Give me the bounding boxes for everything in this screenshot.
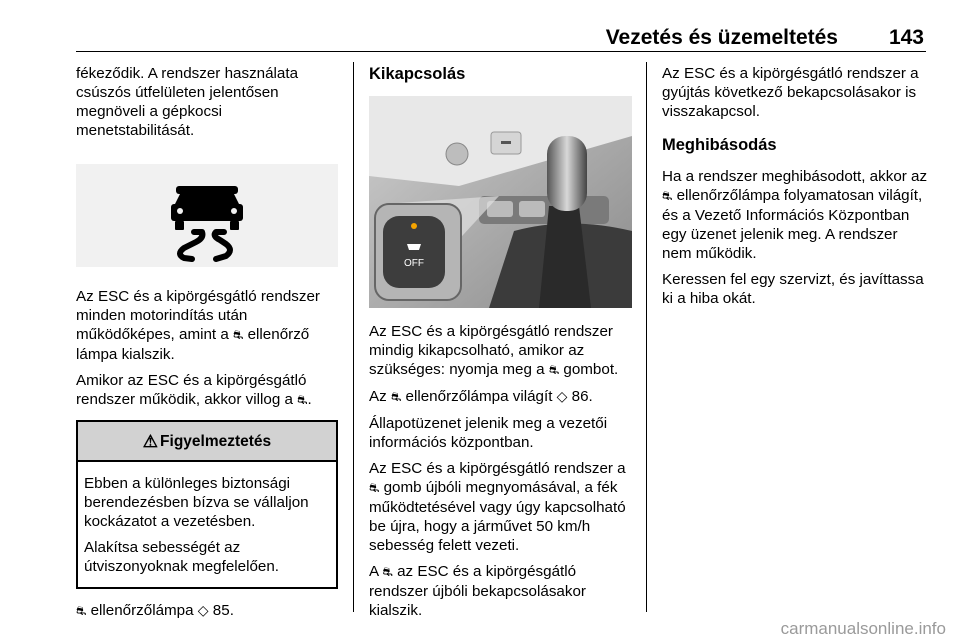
page-header xyxy=(76,24,926,50)
header-divider xyxy=(76,51,926,52)
paragraph: Állapotüzenet jelenik meg a vezetői információs központban. xyxy=(369,415,608,451)
paragraph: Az ESC és a kipörgésgátló rendszer a ⛐ gomb újbóli megnyomásával, a fék működtetésével vagy úgy kapcsolható be újra, hogy a járművet 50 km/h sebesség felett vezeti. xyxy=(369,460,626,554)
off-button-label: OFF xyxy=(404,258,424,269)
cross-reference: ⛐ ellenőrzőlámpa ◇ 85. xyxy=(76,602,234,619)
esc-lamp-icon: ⛐ xyxy=(297,393,308,407)
warning-header: ⚠ Figyelmeztetés xyxy=(78,422,336,462)
warning-triangle-icon: ⚠ xyxy=(142,431,159,451)
esc-off-icon: ⛐ xyxy=(369,481,380,495)
column-3 xyxy=(662,64,928,315)
column-1 xyxy=(76,64,338,628)
warning-body xyxy=(78,462,336,587)
section-heading: Kikapcsolás xyxy=(369,65,466,83)
column-divider-1 xyxy=(353,62,354,612)
gear-console-photo xyxy=(369,96,632,308)
esc-warning-figure xyxy=(76,164,338,267)
page-number: 143 xyxy=(888,26,924,49)
skidding-car-icon xyxy=(76,164,338,267)
paragraph: Az ESC és a kipörgésgátló rendszer mindig kikapcsolható, amikor az szükséges: nyomja meg a ⛐ gombot. xyxy=(369,323,619,378)
warning-text: Ebben a különleges biztonsági berendezésben bízva se vállaljon kockázatot a vezetésben. xyxy=(84,475,309,530)
paragraph: Ha a rendszer meghibásodott, akkor az ⛐ ellenőrzőlámpa folyamatosan világít, és a Vezető Információs Központban egy üzenet jelenik meg. A rendszer nem működik. xyxy=(662,168,928,262)
paragraph: Az ESC és a kipörgésgátló rendszer minden motorindítás után működőképes, amint a ⛐ ellenőrző lámpa kialszik. xyxy=(76,288,320,363)
chapter-title: Vezetés és üzemeltetés xyxy=(605,26,838,49)
section-heading: Meghibásodás xyxy=(662,136,777,154)
warning-box xyxy=(76,420,338,589)
column-divider-2 xyxy=(646,62,647,612)
paragraph: A ⛐ az ESC és a kipörgésgátló rendszer újbóli bekapcsolásakor kialszik. xyxy=(369,563,586,619)
page-ref-icon: ◇ xyxy=(197,602,209,618)
paragraph: Az ESC és a kipörgésgátló rendszer a gyújtás következő bekapcsolásakor is visszakapcsol. xyxy=(662,65,919,120)
column-2 xyxy=(369,64,633,627)
paragraph: Keressen fel egy szervizt, és javíttassa ki a hiba okát. xyxy=(662,271,924,307)
esc-off-icon: ⛐ xyxy=(548,363,560,377)
esc-off-button-illustration xyxy=(369,96,632,308)
esc-off-icon: ⛐ xyxy=(382,565,393,579)
esc-lamp-icon: ⛐ xyxy=(233,328,244,342)
watermark: carmanualsonline.info xyxy=(780,619,946,638)
paragraph: fékeződik. A rendszer használata csúszós útfelületen jelentősen megnöveli a gépkocsi menetstabilitását. xyxy=(76,65,299,139)
warning-text: Alakítsa sebességét az útviszonyoknak megfelelően. xyxy=(84,539,280,575)
paragraph: Az ⛐ ellenőrzőlámpa világít ◇ 86. xyxy=(369,388,593,405)
esc-lamp-icon: ⛐ xyxy=(76,604,87,618)
esc-lamp-icon: ⛐ xyxy=(662,189,673,203)
page-ref-icon: ◇ xyxy=(556,388,568,404)
paragraph: Amikor az ESC és a kipörgésgátló rendszer működik, akkor villog a ⛐. xyxy=(76,372,312,408)
esc-off-icon: ⛐ xyxy=(390,390,402,404)
